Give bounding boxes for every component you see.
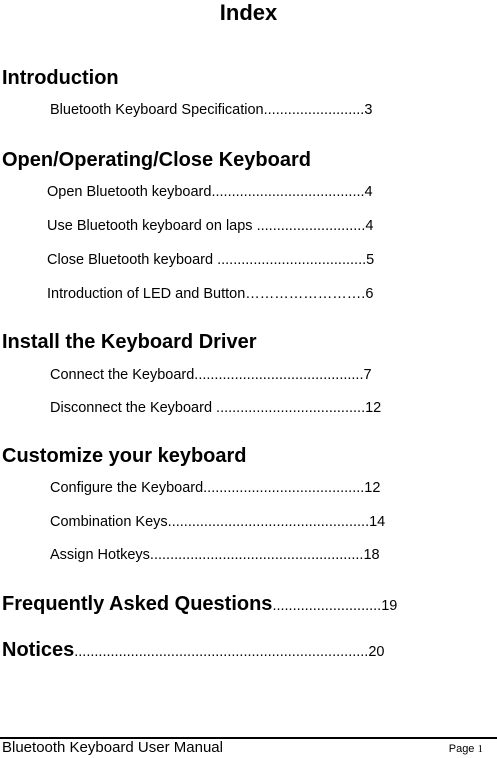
footer-page-value: 1 [477, 743, 483, 755]
faq-leader: ...........................19 [272, 598, 398, 614]
toc-entry-use-on-laps: Use Bluetooth keyboard on laps ...........................4 [47, 218, 374, 234]
footer-manual-title: Bluetooth Keyboard User Manual [2, 739, 223, 756]
section-faq [2, 592, 397, 618]
section-open-operating-close: Open/Operating/Close Keyboard [2, 149, 311, 171]
notices-heading: Notices [2, 639, 75, 661]
faq-heading: Frequently Asked Questions [2, 593, 273, 615]
toc-entry-assign-hotkeys: Assign Hotkeys.....................................................18 [50, 547, 380, 563]
page-title: Index [219, 0, 278, 25]
toc-entry-configure-keyboard: Configure the Keyboard........................................12 [50, 480, 381, 496]
section-customize: Customize your keyboard [2, 445, 247, 467]
notices-leader: .........................................................................20 [74, 644, 385, 660]
section-introduction: Introduction [2, 67, 119, 89]
toc-entry-disconnect-keyboard: Disconnect the Keyboard .....................................12 [50, 400, 382, 416]
toc-entry-combination-keys: Combination Keys..................................................14 [50, 514, 386, 530]
toc-entry-close-keyboard: Close Bluetooth keyboard .....................................5 [47, 252, 375, 268]
footer-page-number [449, 742, 483, 756]
toc-entry-connect-keyboard: Connect the Keyboard..........................................7 [50, 367, 372, 383]
section-notices [2, 638, 384, 664]
footer-page-label: Page [448, 743, 475, 755]
section-install-driver: Install the Keyboard Driver [2, 331, 257, 353]
toc-entry-keyboard-specification: Bluetooth Keyboard Specification.........................3 [50, 102, 373, 118]
toc-entry-led-and-button: Introduction of LED and Button…………………….6 [47, 286, 374, 302]
toc-entry-open-keyboard: Open Bluetooth keyboard......................................4 [47, 184, 373, 200]
